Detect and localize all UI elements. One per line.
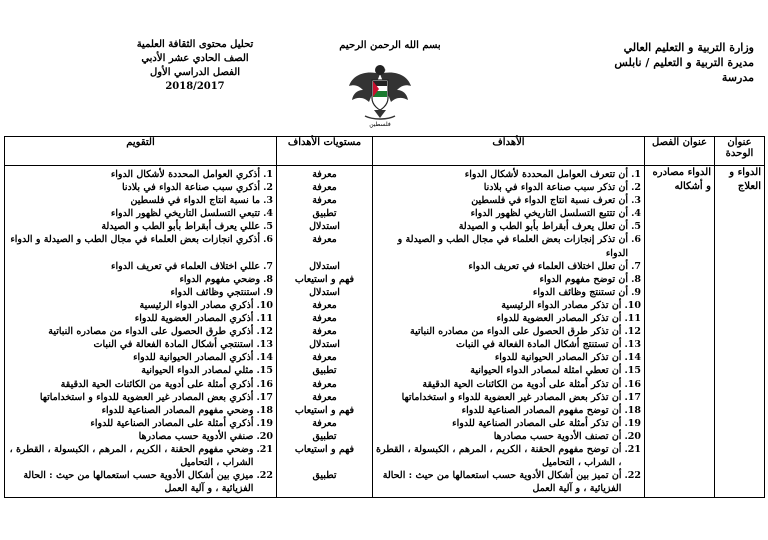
item-number: 2.	[631, 182, 641, 194]
objective-item	[376, 260, 641, 273]
objective-item	[376, 417, 641, 430]
item-number: 5.	[263, 221, 273, 233]
item-text: أن تذكر بعض المصادر غير العضوية للدواء و استخداماتها	[401, 391, 622, 403]
level-item: فهم و استيعاب	[294, 443, 355, 455]
item-text: أن تذكر المصادر العضوية للدواء	[496, 313, 622, 325]
item-number: 8.	[263, 273, 273, 285]
item-number: 3.	[263, 195, 273, 207]
item-number: 19.	[624, 417, 641, 429]
item-text: أن توضح مفهوم الحقنة ، الكريم ، المرهم ، الكبسولة ، القطرة ، الشراب ، التحاميل	[375, 443, 622, 469]
header-objectives: الأهداف	[373, 137, 645, 166]
item-text: أن تذكر أمثلة على أدوية من الكائنات الحية الدقيقة	[422, 378, 622, 390]
item-text: صنفي الأدوية حسب مصادرها	[138, 430, 254, 442]
evaluation-item	[8, 260, 273, 273]
item-text: تتبعي التسلسل التاريخي لظهور الدواء	[110, 208, 261, 220]
item-text: وضحي مفهوم المصادر الصناعية للدواء	[101, 404, 254, 416]
objective-item	[376, 338, 641, 351]
levels-list	[280, 166, 369, 497]
item-text: أن تستنتج أشكال المادة الفعالة في النبات	[456, 339, 622, 351]
objective-item	[376, 299, 641, 312]
item-text: أن تتعرف العوامل المحددة لأشكال الدواء	[464, 169, 629, 180]
item-text: أذكري المصادر الحيوانية للدواء	[133, 352, 254, 364]
evaluation-item	[8, 286, 273, 299]
item-number: 17.	[256, 391, 273, 403]
header-evaluation: التقويم	[5, 137, 277, 166]
header-levels: مستويات الأهداف	[277, 137, 373, 166]
item-number: 17.	[624, 391, 641, 403]
item-text: أن تصنف الأدوية حسب مصادرها	[493, 430, 622, 442]
header-institution	[584, 40, 754, 85]
level-item: استدلال	[309, 339, 340, 351]
item-text: استنتجي أشكال المادة الفعالة في النبات	[93, 339, 254, 351]
evaluation-item	[8, 351, 273, 364]
item-number: 19.	[256, 417, 273, 429]
item-text: أن تعطي امثلة لمصادر الدواء الحيوانية	[470, 365, 622, 377]
item-number: 22.	[256, 470, 273, 482]
evaluation-item	[8, 364, 273, 377]
item-text: ميزي بين أشكال الأدوية حسب استعمالها من حيث : الحالة الفزيائية ، و آلية العمل	[23, 470, 254, 495]
evaluation-item	[8, 325, 273, 338]
item-number: 8.	[631, 273, 641, 285]
item-number: 7.	[631, 260, 641, 272]
level-item: معرفة	[312, 352, 337, 364]
level-item: معرفة	[312, 169, 337, 180]
item-number: 11.	[624, 313, 641, 325]
item-text: أن تذكر طرق الحصول على الدواء من مصادره النباتية	[410, 326, 622, 338]
item-number: 10.	[256, 299, 273, 311]
item-text: أن تذكر سبب صناعة الدواء في بلادنا	[483, 182, 629, 194]
analysis-title: تحليل محتوى الثقافة العلمية	[136, 39, 254, 50]
header-unit: عنوان الوحدة	[715, 137, 765, 166]
item-number: 14.	[256, 352, 273, 364]
emblem-caption: فلسطين	[369, 121, 391, 128]
item-number: 6.	[263, 234, 273, 246]
level-item: معرفة	[312, 417, 337, 429]
item-number: 6.	[631, 234, 641, 246]
evaluation-item	[8, 312, 273, 325]
item-number: 5.	[631, 221, 641, 233]
item-number: 2.	[263, 182, 273, 194]
palestine-eagle-emblem-icon	[345, 56, 415, 128]
evaluation-cell	[5, 166, 277, 498]
level-item: استدلال	[309, 221, 340, 233]
item-text: وضحي مفهوم الحقنة ، الكريم ، المرهم ، الكبسولة ، القطرة ، الشراب ، التحاميل	[9, 443, 254, 469]
item-text: مثلي لمصادر الدواء الحيوانية	[141, 365, 254, 377]
objective-item	[376, 273, 641, 286]
item-text: أن تذكر أمثلة على المصادر الصناعية للدواء	[452, 417, 622, 429]
header-chapter: عنوان الفصل	[645, 137, 715, 166]
evaluation-item	[8, 417, 273, 430]
evaluation-item	[8, 233, 273, 259]
evaluation-list	[8, 166, 273, 497]
item-text: أذكري مصادر الدواء الرئيسية	[139, 299, 254, 311]
item-number: 22.	[624, 470, 641, 482]
item-text: استنتجي وظائف الدواء	[170, 286, 261, 298]
item-text: أن تستنتج وظائف الدواء	[532, 286, 629, 298]
evaluation-item	[8, 194, 273, 207]
item-text: أن تعرف نسبة انتاج الدواء في فلسطين	[471, 195, 629, 207]
evaluation-item	[8, 404, 273, 417]
item-number: 10.	[624, 299, 641, 311]
item-number: 18.	[624, 404, 641, 416]
ministry-name: وزارة التربية و التعليم العالي	[623, 41, 754, 54]
evaluation-item	[8, 299, 273, 312]
objective-item	[376, 181, 641, 194]
item-number: 16.	[624, 378, 641, 390]
level-item: معرفة	[312, 299, 337, 311]
chapter-title-cell: الدواء مصادره و أشكاله	[645, 166, 715, 498]
item-text: وضحي مفهوم الدواء	[179, 273, 261, 285]
level-item: معرفة	[312, 195, 337, 207]
content-analysis-table	[4, 136, 765, 498]
basmala: بسم الله الرحمن الرحيم	[339, 40, 441, 51]
item-text: أذكري سبب صناعة الدواء في بلادنا	[121, 182, 261, 194]
item-text: أن تذكر مصادر الدواء الرئيسية	[501, 299, 622, 311]
school-name: مدرسة	[721, 71, 754, 84]
level-item: معرفة	[312, 313, 337, 325]
item-text: أذكري أمثلة على المصادر الصناعية للدواء	[90, 417, 254, 429]
level-item: تطبيق	[312, 208, 337, 220]
evaluation-item	[8, 338, 273, 351]
item-number: 16.	[256, 378, 273, 390]
objectives-cell	[373, 166, 645, 498]
objective-item	[376, 378, 641, 391]
item-text: أن تميز بين أشكال الأدوية حسب استعمالها من حيث : الحالة الفزيائية ، و آلية العمل	[382, 470, 622, 495]
objective-item	[376, 194, 641, 207]
table-body-row	[5, 166, 765, 498]
directorate-name: مديرة التربية و التعليم / نابلس	[614, 56, 754, 69]
objective-item	[376, 469, 641, 495]
item-number: 14.	[624, 352, 641, 364]
levels-cell	[277, 166, 373, 498]
objective-item	[376, 220, 641, 233]
evaluation-item	[8, 391, 273, 404]
item-text: أن توضح مفهوم المصادر الصناعية للدواء	[461, 404, 622, 416]
evaluation-item	[8, 181, 273, 194]
header-course-info	[95, 38, 295, 94]
item-text: أن تعلل يعرف أبقراط بأبو الطب و الصيدلة	[458, 221, 629, 233]
level-item: معرفة	[312, 391, 337, 403]
item-text: أذكري طرق الحصول على الدواء من مصادره النباتية	[48, 326, 254, 338]
item-number: 20.	[624, 430, 641, 442]
item-text: أذكري أمثلة على أدوية من الكائنات الحية الدقيقة	[60, 378, 254, 390]
item-number: 13.	[624, 339, 641, 351]
objective-item	[376, 168, 641, 181]
item-text: أن توضح مفهوم الدواء	[539, 273, 629, 285]
level-item: معرفة	[312, 234, 337, 246]
item-text: أذكري انجازات بعض العلماء في مجال الطب و الصيدلة و الدواء	[10, 234, 261, 246]
item-text: عللي يعرف أبقراط بأبو الطب و الصيدلة	[101, 221, 261, 233]
objective-item	[376, 391, 641, 404]
level-item: تطبيق	[312, 470, 337, 482]
objective-item	[376, 286, 641, 299]
objective-item	[376, 207, 641, 220]
item-number: 18.	[256, 404, 273, 416]
evaluation-item	[8, 430, 273, 443]
item-text: أن تذكر إنجازات بعض العلماء في مجال الطب و الصيدلة و الدواء	[397, 234, 629, 259]
table-header-row	[5, 137, 765, 166]
evaluation-item	[8, 443, 273, 469]
item-number: 20.	[256, 430, 273, 442]
item-number: 11.	[256, 313, 273, 325]
objectives-list	[376, 166, 641, 497]
item-number: 13.	[256, 339, 273, 351]
item-number: 21.	[256, 443, 273, 455]
item-number: 21.	[624, 443, 641, 455]
level-item: فهم و استيعاب	[294, 273, 355, 285]
item-number: 1.	[631, 169, 641, 180]
item-number: 9.	[631, 286, 641, 298]
item-number: 1.	[263, 169, 273, 180]
level-item: تطبيق	[312, 365, 337, 377]
item-text: أن تذكر المصادر الحيوانية للدواء	[494, 352, 622, 364]
item-number: 12.	[624, 326, 641, 338]
item-text: عللي اختلاف العلماء في تعريف الدواء	[111, 260, 261, 272]
item-text: أن تعلل اختلاف العلماء في تعريف الدواء	[468, 260, 629, 272]
item-number: 12.	[256, 326, 273, 338]
unit-title-cell: الدواء و العلاج	[715, 166, 765, 498]
evaluation-item	[8, 273, 273, 286]
evaluation-item	[8, 168, 273, 181]
item-text: أذكري بعض المصادر غير العضوية للدواء و استخداماتها	[39, 391, 254, 403]
objective-item	[376, 430, 641, 443]
item-number: 9.	[263, 286, 273, 298]
item-text: أذكري المصادر العضوية للدواء	[134, 313, 254, 325]
objective-item	[376, 312, 641, 325]
item-number: 4.	[631, 208, 641, 220]
level-item: فهم و استيعاب	[294, 404, 355, 416]
item-number: 15.	[256, 365, 273, 377]
objective-item	[376, 443, 641, 469]
objective-item	[376, 325, 641, 338]
item-number: 4.	[263, 208, 273, 220]
grade-label: الصف الحادي عشر الأدبي	[141, 53, 249, 64]
evaluation-item	[8, 378, 273, 391]
item-number: 7.	[263, 260, 273, 272]
evaluation-item	[8, 469, 273, 495]
objective-item	[376, 364, 641, 377]
semester-label: الفصل الدراسي الأول	[149, 67, 241, 78]
level-item: تطبيق	[312, 430, 337, 442]
objective-item	[376, 233, 641, 259]
school-year: 2018/2017	[165, 81, 225, 92]
item-number: 3.	[631, 195, 641, 207]
objective-item	[376, 351, 641, 364]
item-number: 15.	[624, 365, 641, 377]
level-item: استدلال	[309, 260, 340, 272]
item-text: أذكري العوامل المحددة لأشكال الدواء	[110, 169, 261, 180]
item-text: أن تتتبع التسلسل التاريخي لظهور الدواء	[470, 208, 629, 220]
item-text: ما نسبة انتاج الدواء في فلسطين	[130, 195, 261, 207]
level-item: معرفة	[312, 326, 337, 338]
level-item: معرفة	[312, 182, 337, 194]
evaluation-item	[8, 220, 273, 233]
evaluation-item	[8, 207, 273, 220]
objective-item	[376, 404, 641, 417]
level-item: معرفة	[312, 378, 337, 390]
level-item: استدلال	[309, 286, 340, 298]
